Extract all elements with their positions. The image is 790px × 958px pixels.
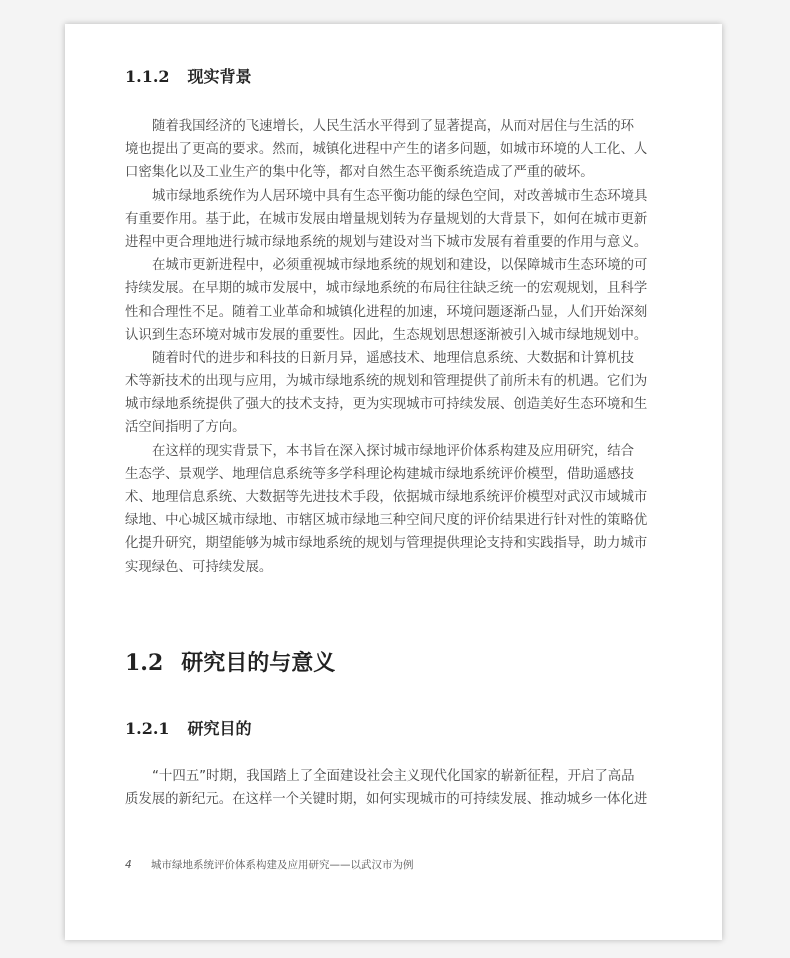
running-title: 城市绿地系统评价体系构建及应用研究——以武汉市为例 [151, 859, 414, 871]
page-footer [125, 857, 414, 872]
text-line: 活空间指明了方向。 [125, 420, 246, 436]
section-title: 研究目的与意义 [181, 650, 336, 676]
text-line: 化提升研究，期望能够为城市绿地系统的规划与管理提供理论支持和实践指导，助力城市 [125, 536, 648, 552]
paragraph [125, 115, 648, 185]
section-number: 1.1.2 [125, 67, 170, 86]
text-line: “十四五”时期，我国踏上了全面建设社会主义现代化国家的崭新征程，开启了高品 [152, 769, 635, 784]
section-1-1-2-body [125, 115, 648, 579]
text-line: 认识到生态环境对城市发展的重要性。因此，生态规划思想逐渐被引入城市绿地规划中。 [125, 327, 648, 343]
paragraph [125, 347, 648, 440]
text-line: 进程中更合理地进行城市绿地系统的规划与建设对当下城市发展有着重要的作用与意义。 [125, 234, 648, 250]
section-title: 现实背景 [187, 67, 252, 86]
paragraph [125, 254, 648, 347]
section-title: 研究目的 [187, 719, 252, 738]
text-line: 在城市更新进程中，必须重视城市绿地系统的规划和建设，以保障城市生态环境的可 [152, 258, 648, 274]
text-line: 随着时代的进步和科技的日新月异，遥感技术、地理信息系统、大数据和计算机技 [152, 350, 635, 366]
paragraph [125, 765, 648, 811]
paragraph [125, 185, 648, 255]
text-line: 生态学、景观学、地理信息系统等多学科理论构建城市绿地系统评价模型，借助遥感技 [125, 466, 634, 482]
text-line: 质发展的新纪元。在这样一个关键时期，如何实现城市的可持续发展、推动城乡一体化进 [125, 792, 648, 808]
text-line: 实现绿色、可持续发展。 [125, 559, 273, 575]
text-line: 有重要作用。基于此，在城市发展由增量规划转为存量规划的大背景下，如何在城市更新 [125, 211, 648, 227]
text-line: 持续发展。在早期的城市发展中，城市绿地系统的布局往往缺乏统一的宏观规划，且科学 [125, 281, 648, 297]
text-line: 城市绿地系统提供了强大的技术支持，更为实现城市可持续发展、创造美好生态环境和生 [125, 397, 648, 413]
section-1-2-1-body [125, 765, 648, 811]
text-line: 术、地理信息系统、大数据等先进技术手段，依据城市绿地系统评价模型对武汉市域城市 [125, 490, 648, 505]
text-line: 性和合理性不足。随着工业革命和城镇化进程的加速，环境问题逐渐凸显，人们开始深刻 [125, 304, 648, 320]
text-line: 境也提出了更高的要求。然而，城镇化进程中产生的诸多问题，如城市环境的人工化、人 [125, 142, 648, 158]
section-number: 1.2.1 [125, 719, 170, 738]
section-heading-1-1-2 [125, 64, 252, 87]
text-line: 术等新技术的出现与应用，为城市绿地系统的规划和管理提供了前所未有的机遇。它们为 [125, 374, 648, 390]
paragraph [125, 440, 648, 579]
text-line: 绿地、中心城区城市绿地、市辖区城市绿地三种空间尺度的评价结果进行针对性的策略优 [125, 513, 648, 529]
text-line: 随着我国经济的飞速增长，人民生活水平得到了显著提高，从而对居住与生活的环 [152, 119, 635, 134]
page-number: 4 [125, 859, 132, 871]
section-heading-1-2-1 [125, 716, 252, 739]
section-heading-1-2 [125, 646, 335, 677]
text-line: 城市绿地系统作为人居环境中具有生态平衡功能的绿色空间，对改善城市生态环境具 [152, 188, 648, 204]
text-line: 口密集化以及工业生产的集中化等，都对自然生态平衡系统造成了严重的破坏。 [125, 165, 594, 181]
document-page [65, 24, 722, 940]
section-number: 1.2 [125, 650, 164, 676]
text-line: 在这样的现实背景下，本书旨在深入探讨城市绿地评价体系构建及应用研究，结合 [152, 443, 635, 459]
